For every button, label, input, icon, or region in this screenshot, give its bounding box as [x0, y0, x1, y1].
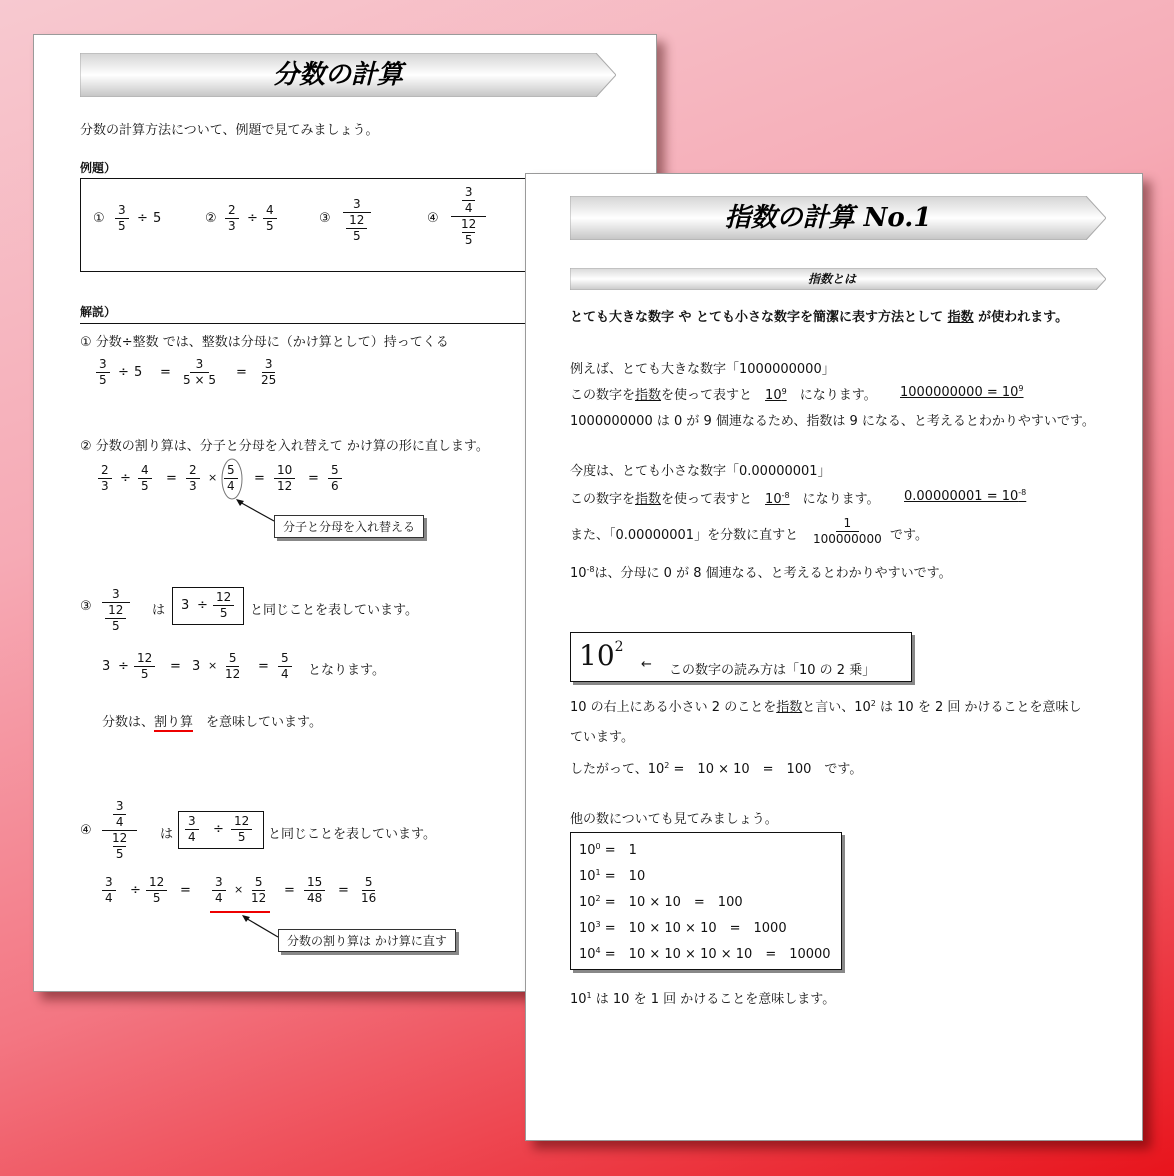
left-arrow-icon: ← — [641, 657, 652, 672]
page-title-banner — [80, 53, 616, 97]
big-number-equation: $1000000000 = 10^9$ — [900, 384, 1024, 400]
example-number: ④ — [427, 211, 439, 226]
fraction: 3 4 — [102, 875, 116, 906]
same-as-text: と同じことを表しています。 — [268, 827, 436, 842]
fraction: 3 5 × 5 — [183, 357, 216, 387]
divide-sign: ÷ — [120, 471, 131, 486]
fraction: 1 100000000 — [813, 516, 882, 546]
fraction: 3 5 — [96, 357, 110, 388]
small-number-explanation: $10^{-8}$は、分母に 0 が 8 個連なる、と考えるとわかりやすいです。 — [570, 565, 952, 581]
big-power: $10^2$ — [579, 639, 624, 672]
number: 3 — [102, 659, 111, 674]
big-number-explanation: 1000000000 は 0 が 9 個連なるため、指数は 9 になる、と考えるとわかりやすいです。 — [570, 414, 1095, 429]
fraction: 12 5 — [134, 651, 155, 682]
section-title: 指数とは — [807, 272, 856, 286]
same-as-text: と同じことを表しています。 — [250, 603, 418, 618]
equals-sign: = — [254, 471, 265, 486]
divide-sign: ÷ — [130, 883, 141, 898]
fraction: 5 4 — [278, 651, 292, 682]
result-text: となります。 — [308, 663, 385, 678]
example-number: ③ — [319, 211, 331, 226]
square-result: したがって、$10^2$ = 10 × 10 = 100 です。 — [570, 761, 863, 777]
exponent-worksheet-page — [525, 173, 1143, 1141]
equals-sign: = — [166, 471, 177, 486]
complex-fraction: 3 12 5 — [343, 197, 371, 244]
equals-sign: = — [180, 883, 191, 898]
others-intro: 他の数についても見てみましょう。 — [570, 812, 778, 827]
multiply-sign: × — [234, 883, 244, 896]
example-number: ② — [205, 211, 217, 226]
fraction: 3 25 — [261, 357, 277, 387]
fraction: 2 3 — [186, 463, 200, 494]
square-example-box — [570, 632, 912, 682]
solution-number: ③ — [80, 599, 92, 614]
complex-fraction: 3 4 12 5 — [102, 799, 137, 862]
equivalent-box: 3 4 ÷ 12 5 — [178, 811, 264, 849]
fraction: 10 12 — [274, 463, 295, 494]
equals-sign: = — [258, 659, 269, 674]
multiply-sign: × — [208, 659, 218, 672]
fraction: 2 3 — [225, 203, 239, 234]
division-callout: 分数の割り算は かけ算に直す — [278, 929, 456, 952]
solution-2-text: ② 分数の割り算は、分子と分母を入れ替えて かけ算の形に直します。 — [80, 439, 489, 454]
power-row: $10^2$ = 10 × 10 = 100 — [579, 894, 743, 910]
exponent-definition: 10 の右上にある小さい 2 のことを指数と言い、$10^2$ は 10 を 2 回 かけることを意味し — [570, 699, 1082, 715]
fraction: 5 6 — [328, 463, 342, 494]
page-title-banner — [570, 196, 1106, 240]
divide-sign: ÷ — [247, 211, 258, 226]
divider — [80, 323, 560, 324]
powers-table — [570, 832, 842, 970]
fraction: 5 12 — [251, 875, 267, 905]
closing-text: $10^1$ は 10 を 1 回 かけることを意味します。 — [570, 991, 836, 1007]
small-number-expression: この数字を指数を使って表すと $10^{-8}$ になります。 — [570, 491, 880, 507]
fraction: 5 16 — [361, 875, 377, 905]
swap-callout: 分子と分母を入れ替える — [274, 515, 424, 538]
equals-sign: = — [160, 365, 171, 380]
lead-text: とても大きな数字 や とても小さな数字を簡潔に表す方法として 指数 が使われます。 — [570, 310, 1069, 325]
equals-sign: = — [170, 659, 181, 674]
power-row: $10^4$ = 10 × 10 × 10 × 10 = 10000 — [579, 946, 831, 962]
multiply-sign: × — [208, 471, 218, 484]
small-number-equation: $0.00000001 = 10^{-8}$ — [904, 488, 1027, 504]
particle: は — [160, 827, 174, 842]
fraction: 15 48 — [304, 875, 325, 906]
equals-sign: = — [308, 471, 319, 486]
page-title: 分数の計算 — [272, 60, 403, 90]
divide-sign: ÷ — [118, 365, 129, 380]
divide-sign: ÷ — [137, 211, 148, 226]
desu-text: です。 — [890, 528, 928, 543]
power-row: $10^0$ = 1 — [579, 842, 637, 858]
power-row: $10^3$ = 10 × 10 × 10 = 1000 — [579, 920, 787, 936]
complex-fraction: 3 4 12 5 — [451, 185, 486, 248]
divide-sign: ÷ — [118, 659, 129, 674]
fraction: 5 4 — [224, 463, 238, 494]
fraction: 2 3 — [98, 463, 112, 494]
particle: は — [152, 603, 166, 618]
page-title: 指数の計算 No.1 — [724, 203, 932, 233]
equals-sign: = — [236, 365, 247, 380]
callout-arrow — [230, 497, 280, 527]
solution-1-text: ① 分数÷整数 では、整数は分母に（かけ算として）持ってくる — [80, 335, 449, 350]
solution-label: 解説） — [80, 305, 117, 319]
fraction: 4 5 — [138, 463, 152, 494]
examples-box — [80, 178, 542, 272]
complex-fraction: 3 12 5 — [102, 587, 130, 634]
exponent-definition-cont: ています。 — [570, 730, 634, 745]
number: 5 — [153, 211, 162, 226]
small-number-intro: 今度は、とても小さな数字「0.00000001」 — [570, 464, 831, 479]
fraction: 4 5 — [263, 203, 277, 234]
meaning-text: 分数は、割り算 を意味しています。 — [102, 715, 323, 730]
callout-arrow — [234, 913, 284, 943]
small-number-fraction-text: また、「0.00000001」を分数に直すと — [570, 528, 799, 543]
solution-number: ④ — [80, 823, 92, 838]
big-number-expression: この数字を指数を使って表すと $10^9$ になります。 — [570, 387, 877, 403]
number: 3 — [192, 659, 201, 674]
fraction: 12 5 — [146, 875, 167, 906]
big-number-intro: 例えば、とても大きな数字「1000000000」 — [570, 362, 835, 377]
intro-text: 分数の計算方法について、例題で見てみましょう。 — [80, 123, 379, 138]
fraction: 3 5 — [115, 203, 129, 234]
example-label: 例題） — [80, 161, 117, 175]
reading-text: この数字の読み方は「10 の 2 乗」 — [669, 663, 876, 678]
section-banner — [570, 268, 1106, 290]
equals-sign: = — [338, 883, 349, 898]
example-number: ① — [93, 211, 105, 226]
power-row: $10^1$ = 10 — [579, 868, 646, 884]
fraction: 3 4 — [212, 875, 226, 906]
equals-sign: = — [284, 883, 295, 898]
number: 5 — [134, 365, 143, 380]
equivalent-box: 3 ÷ 12 5 — [172, 587, 244, 625]
fraction: 5 12 — [225, 651, 241, 681]
